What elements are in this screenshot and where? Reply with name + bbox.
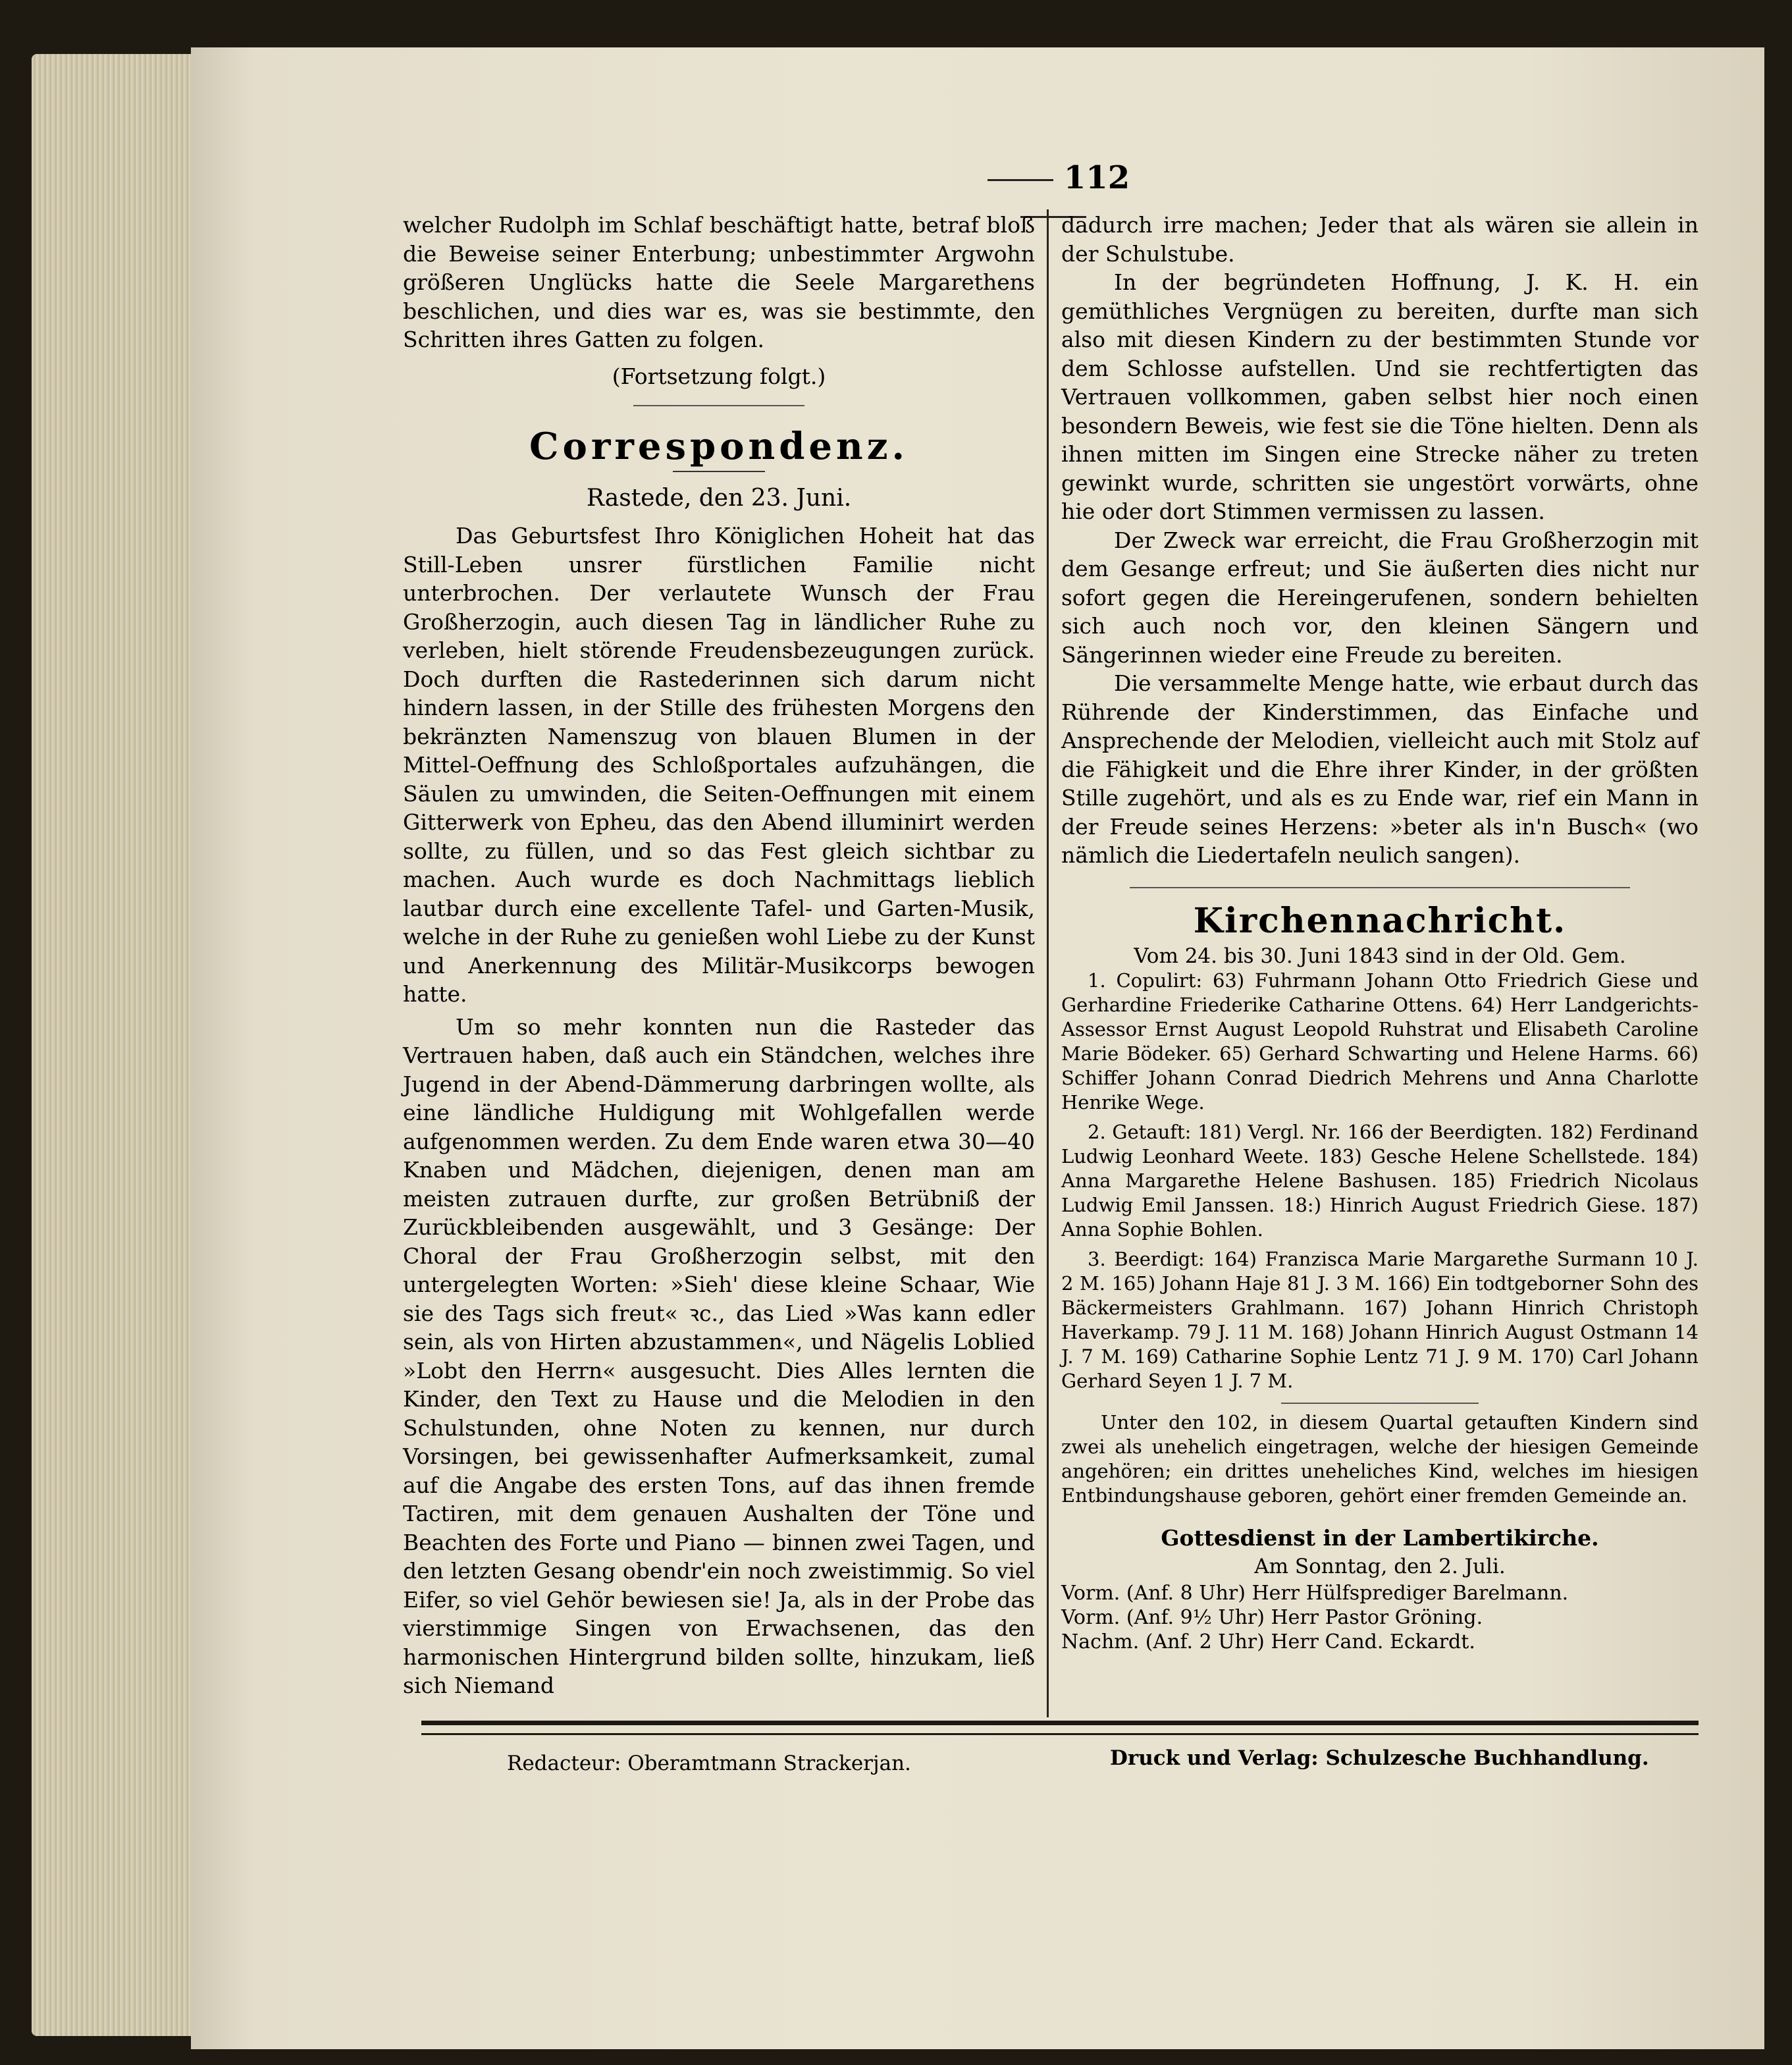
separator-rule xyxy=(633,405,804,406)
footer-editor: Redacteur: Oberamtmann Strackerjan. xyxy=(507,1752,911,1775)
church-copulirt: 1. Copulirt: 63) Fuhrmann Johann Otto Friedrich Giese und Gerhardine Friederike Catharine Ottens. 64) Herr Landgerichts-Assessor Ernst August Leopold Ruhstrat und Elisabeth Caroline Marie Bödeker. 65) Gerhard Schwarting und Helene Harms. 66) Schiffer Johann Conrad Diedrich Mehrens und Anna Charlotte Henrike Wege. xyxy=(1061,969,1699,1113)
article-paragraph-2: Um so mehr konnten nun die Rasteder das Vertrauen haben, daß auch ein Ständchen, welches ihre Jugend in der Abend-Dämmerung darbringen wollte, als eine ländliche Huldigung mit Wohlgefallen werde aufgenommen werden. Zu dem Ende waren etwa 30—40 Knaben und Mädchen, diejenigen, denen man am meisten zutrauen durfte, zur großen Betrübniß der Zurückbleibenden ausgewählt, und 3 Gesänge: Der Choral der Frau Großherzogin selbst, mit den untergelegten Worten: »Sieh' diese kleine Schaar, Wie sie des Tags sich freut« ꝛc., das Lied »Was kann edler sein, als von Hirten abzustammen«, und Nägelis Loblied »Lobt den Herrn« ausgesucht. Dies Alles lernten die Kinder, den Text zu Hause und die Melodien in den Schulstunden, ohne Noten zu kennen, nur durch Vorsingen, bei gewissenhafter Aufmerksamkeit, zumal auf die Angabe des ersten Tons, auf das ihnen fremde Tactiren, mit dem genauen Aushalten der Töne und Beachten des Forte und Piano — binnen zwei Tagen, und den letzten Gesang obendr'ein noch zweistimmig. So viel Eifer, so viel Gehör bewiesen sie! Ja, als in der Probe das vierstimmige Singen von Erwachsenen, das den harmonischen Hintergrund bilden sollte, hinzukam, ließ sich Niemand xyxy=(403,1013,1035,1698)
article-paragraph-5: Die versammelte Menge hatte, wie erbaut durch das Rührende der Kinderstimmen, das Einfache und Ansprechende der Melodien, vielleicht auch mit Stolz auf die Fähigkeit und die Ehre ihrer Kinder, in der größten Stille zugehört, und als es zu Ende war, rief ein Mann in der Freude seines Herzens: »beter als in'n Busch« (wo nämlich die Liedertafeln neulich sangen). xyxy=(1061,670,1699,868)
service-line: Vorm. (Anf. 9½ Uhr) Herr Pastor Gröning. xyxy=(1061,1606,1483,1629)
section-heading-kirchennachricht: Kirchennachricht. xyxy=(1193,900,1567,941)
separator-rule xyxy=(1281,1403,1479,1404)
church-period: Vom 24. bis 30. Juni 1843 sind in der Old. Gem. xyxy=(1134,944,1626,968)
service-line: Vorm. (Anf. 8 Uhr) Herr Hülfsprediger Barelmann. xyxy=(1061,1582,1569,1605)
bottom-double-rule xyxy=(421,1721,1699,1735)
church-beerdigt: 3. Beerdigt: 164) Franzisca Marie Margarethe Surmann 10 J. 2 M. 165) Johann Haje 81 J. 3 M. 166) Ein todtgeborner Sohn des Bäckermeisters Grahlmann. 167) Johann Hinrich Christoph Haverkamp. 79 J. 11 M. 168) Johann Hinrich August Ostmann 14 J. 7 M. 169) Catharine Sophie Lentz 71 J. 9 M. 170) Carl Johann Gerhard Seyen 1 J. 7 M. xyxy=(1061,1248,1699,1392)
section-heading-correspondenz: Correspondenz. xyxy=(529,425,909,468)
service-heading: Gottesdienst in der Lambertikirche. xyxy=(1161,1525,1599,1551)
page-number-dash-left xyxy=(988,179,1053,181)
heading-rule xyxy=(673,471,765,472)
page-number-text: 112 xyxy=(1063,159,1130,196)
separator-rule xyxy=(1130,887,1630,888)
story-continuation: welcher Rudolph im Schlaf beschäftigt hatte, betraf bloß die Beweise seiner Enterbung; unbestimmter Argwohn größeren Unglücks hatte die Seele Margarethens beschlichen, und dies war es, was sie bestimmte, den Schritten ihres Gatten zu folgen. xyxy=(403,212,1035,352)
left-column xyxy=(403,211,1035,1700)
column-divider xyxy=(1047,209,1049,1717)
footer-publisher: Druck und Verlag: Schulzesche Buchhandlung. xyxy=(1110,1746,1649,1770)
dateline: Rastede, den 23. Juni. xyxy=(586,484,852,512)
article-paragraph-1: Das Geburtsfest Ihro Königlichen Hoheit hat das Still-Leben unsrer fürstlichen Familie nicht unterbrochen. Der verlautete Wunsch der Frau Großherzogin, auch diesen Tag in ländlicher Ruhe zu verleben, hielt störende Freudensbezeugungen zurück. Doch durften die Rastederinnen sich darum nicht hindern lassen, in der Stille des frühesten Morgens den bekränzten Namenszug von blauen Blumen in der Mittel-Oeffnung des Schloßportales aufzuhängen, die Säulen zu umwinden, die Seiten-Oeffnungen mit einem Gitterwerk von Epheu, das den Abend illuminirt werden sollte, zu füllen, und so das Fest gleich sichtbar zu machen. Auch wurde es doch Nachmittags lieblich lautbar durch eine excellente Tafel- und Garten-Musik, welche in der Ruhe zu genießen wohl Liebe zu der Kunst und Anerkennung des Militär-Musikcorps bewogen hatte. xyxy=(403,523,1035,1007)
article-paragraph-3: In der begründeten Hoffnung, J. K. H. ein gemüthliches Vergnügen zu bereiten, durfte man sich also mit diesen Kindern zu der bestimmten Stunde vor dem Schlosse aufstellen. Und sie rechtfertigten das Vertrauen vollkommen, gaben selbst hier noch einen besondern Beweis, wie fest sie die Töne hielten. Denn als ihnen mitten im Singen eine Strecke näher zu treten gewinkt wurde, schritten sie ungestört vorwärts, ohne hie oder dort Stimmen vermissen zu lassen. xyxy=(1061,269,1699,524)
article-continuation: dadurch irre machen; Jeder that als wären sie allein in der Schulstube. xyxy=(1061,212,1699,267)
right-column xyxy=(1061,211,1699,1654)
to-be-continued: (Fortsetzung folgt.) xyxy=(612,363,826,389)
article-paragraph-4: Der Zweck war erreicht, die Frau Großherzogin mit dem Gesange erfreut; und Sie äußerten dies nicht nur sofort gegen die Hereingerufenen, sondern behielten sich auch noch vor, den kleinen Sängern und Sängerinnen wieder eine Freude zu bereiten. xyxy=(1061,527,1699,668)
service-date: Am Sonntag, den 2. Juli. xyxy=(1254,1554,1506,1578)
book-page-edges xyxy=(32,54,196,2036)
quarter-note: Unter den 102, in diesem Quartal getauften Kindern sind zwei als unehelich eingetragen, welche der hiesigen Gemeinde angehören; ein drittes uneheliches Kind, welches im hiesigen Entbindungshause geboren, gehört einer fremden Gemeinde an. xyxy=(1061,1411,1699,1507)
church-getauft: 2. Getauft: 181) Vergl. Nr. 166 der Beerdigten. 182) Ferdinand Ludwig Leonhard Weete. 183) Gesche Helene Schellstede. 184) Anna Margarethe Helene Bashusen. 185) Friedrich Nicolaus Ludwig Emil Janssen. 18:) Hinrich August Friedrich Giese. 187) Anna Sophie Bohlen. xyxy=(1061,1121,1699,1241)
service-line: Nachm. (Anf. 2 Uhr) Herr Cand. Eckardt. xyxy=(1061,1630,1475,1653)
